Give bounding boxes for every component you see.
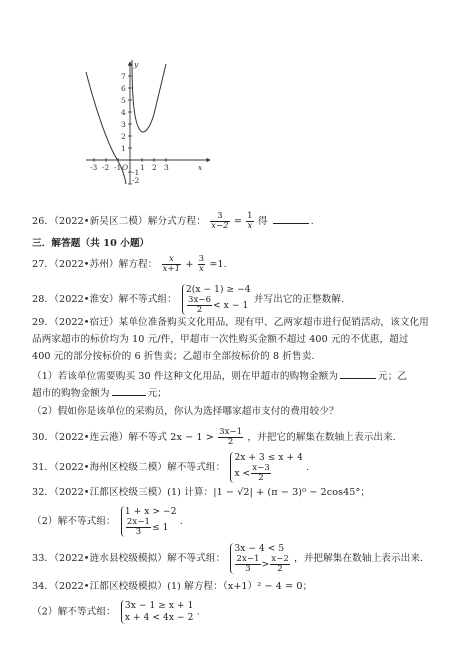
question-32-line-1: 32．（2022•江都区校级三模）(1) 计算：|1 − √2| + (π − 3)⁰ − 2cos45°； (32, 487, 371, 498)
fraction: $\frac{x}{x+1}$ (162, 254, 181, 274)
inequality-system: 1 + x > −2 $\frac{2x-1}{3}$ ≤ 1 (121, 506, 177, 537)
x-tick-label: 1 (140, 163, 145, 172)
question-32-line-2: （2）解不等式组： 1 + x > −2 $\frac{2x-1}{3}$ ≤ 1 . (32, 507, 183, 537)
question-27: 27．（2022•苏州）解方程： $\frac{x}{x+1}$ + $\frac{3}{x}$ =1. (32, 254, 227, 274)
function-graph (78, 58, 218, 186)
question-29-line-3: 400 元的部分按标价的 6 折售卖；乙超市全部按标价的 8 折售卖. (32, 351, 315, 362)
question-30: 30．（2022•连云港）解不等式 2x − 1 > $\frac{3x-1}{2}$ ，并把它的解集在数轴上表示出来. (32, 427, 396, 447)
y-tick-label: 4 (121, 108, 126, 117)
answer-blank[interactable] (273, 213, 309, 224)
question-29-line-2: 品两家超市的标价均为 10 元/件，甲超市一次性购买金额不超过 400 元的不优惠，超过 (32, 334, 409, 345)
section-title: 三．解答题（共 10 小题） (32, 238, 150, 249)
question-26: 26．（2022•新吴区二模）解分式方程： $\frac{3}{x-2}$ = $\frac{1}{x}$ 得 . (32, 211, 314, 231)
origin-label: O (122, 163, 129, 172)
question-29-line-1: 29．（2022•宿迁）某单位准备购买文化用品，现有甲、乙两家超市进行促销活动，该文化用 (32, 317, 429, 328)
y-tick-label: 7 (121, 72, 126, 81)
fraction: $\frac{3}{x-2}$ (211, 211, 229, 231)
x-tick-label: 3 (164, 163, 169, 172)
inequality-system: 2(x − 1) ≥ −4 $\frac{3x-6}{2}$ < x − 1 (182, 284, 251, 315)
question-34-line-2: （2）解不等式组： 3x − 1 ≥ x + 1 x + 4 < 4x − 2 . (32, 601, 200, 623)
question-29-line-6: （2）假如你是该单位的采购员，你认为选择哪家超市支付的费用较少？ (32, 406, 339, 417)
y-axis-label: y (134, 60, 139, 69)
question-34-line-1: 34．（2022•江都区校级模拟）(1) 解方程：（x+1）² − 4 = 0； (32, 581, 313, 592)
x-axis-label: x (198, 163, 203, 172)
question-28: 28．（2022•淮安）解不等式组： 2(x − 1) ≥ −4 $\frac{3x-6}{2}$ < x − 1 并写出它的正整数解. (32, 285, 345, 315)
inequality-system: 2x + 3 ≤ x + 4 x < $\frac{x-3}{2}$ (230, 452, 303, 483)
fraction: $\frac{3x-1}{2}$ (219, 427, 243, 447)
y-tick-label: 6 (121, 84, 126, 93)
y-tick-label: 3 (121, 120, 126, 129)
x-tick-label: -1 (114, 163, 122, 172)
y-tick-label: 5 (121, 96, 126, 105)
y-tick-label: -1 (132, 168, 140, 177)
x-tick-label: -2 (102, 163, 110, 172)
question-33: 33．（2022•涟水县校级模拟）解不等式组： 3x − 4 < 5 $\frac{2x-1}{3}$ > $\frac{x-2}{2}$ ，并把解集在数轴上表示出来. (32, 544, 424, 574)
question-31: 31．（2022•海州区校级二模）解不等式组： 2x + 3 ≤ x + 4 x < $\frac{x-3}{2}$ . (32, 453, 310, 483)
x-tick-label: 2 (152, 163, 157, 172)
fraction: $\frac{3}{x}$ (198, 254, 205, 274)
answer-blank[interactable] (340, 368, 376, 379)
y-tick-label: 1 (121, 144, 126, 153)
right-branch-curve (132, 60, 166, 132)
inequality-system: 3x − 1 ≥ x + 1 x + 4 < 4x − 2 (121, 600, 194, 624)
y-tick-label: -2 (132, 176, 140, 185)
answer-blank[interactable] (112, 385, 146, 396)
x-tick-label: -3 (90, 163, 98, 172)
inequality-system: 3x − 4 < 5 $\frac{2x-1}{3}$ > $\frac{x-2}{2}$ (230, 543, 290, 574)
question-29-line-4: （1）若该单位需要购买 30 件这种文化用品，则在甲超市的购物金额为 元；乙 (32, 368, 407, 384)
fraction: $\frac{1}{x}$ (247, 211, 253, 231)
y-tick-label: 2 (121, 132, 126, 141)
question-29-line-5: 超市的购物金额为 元； (32, 385, 167, 401)
